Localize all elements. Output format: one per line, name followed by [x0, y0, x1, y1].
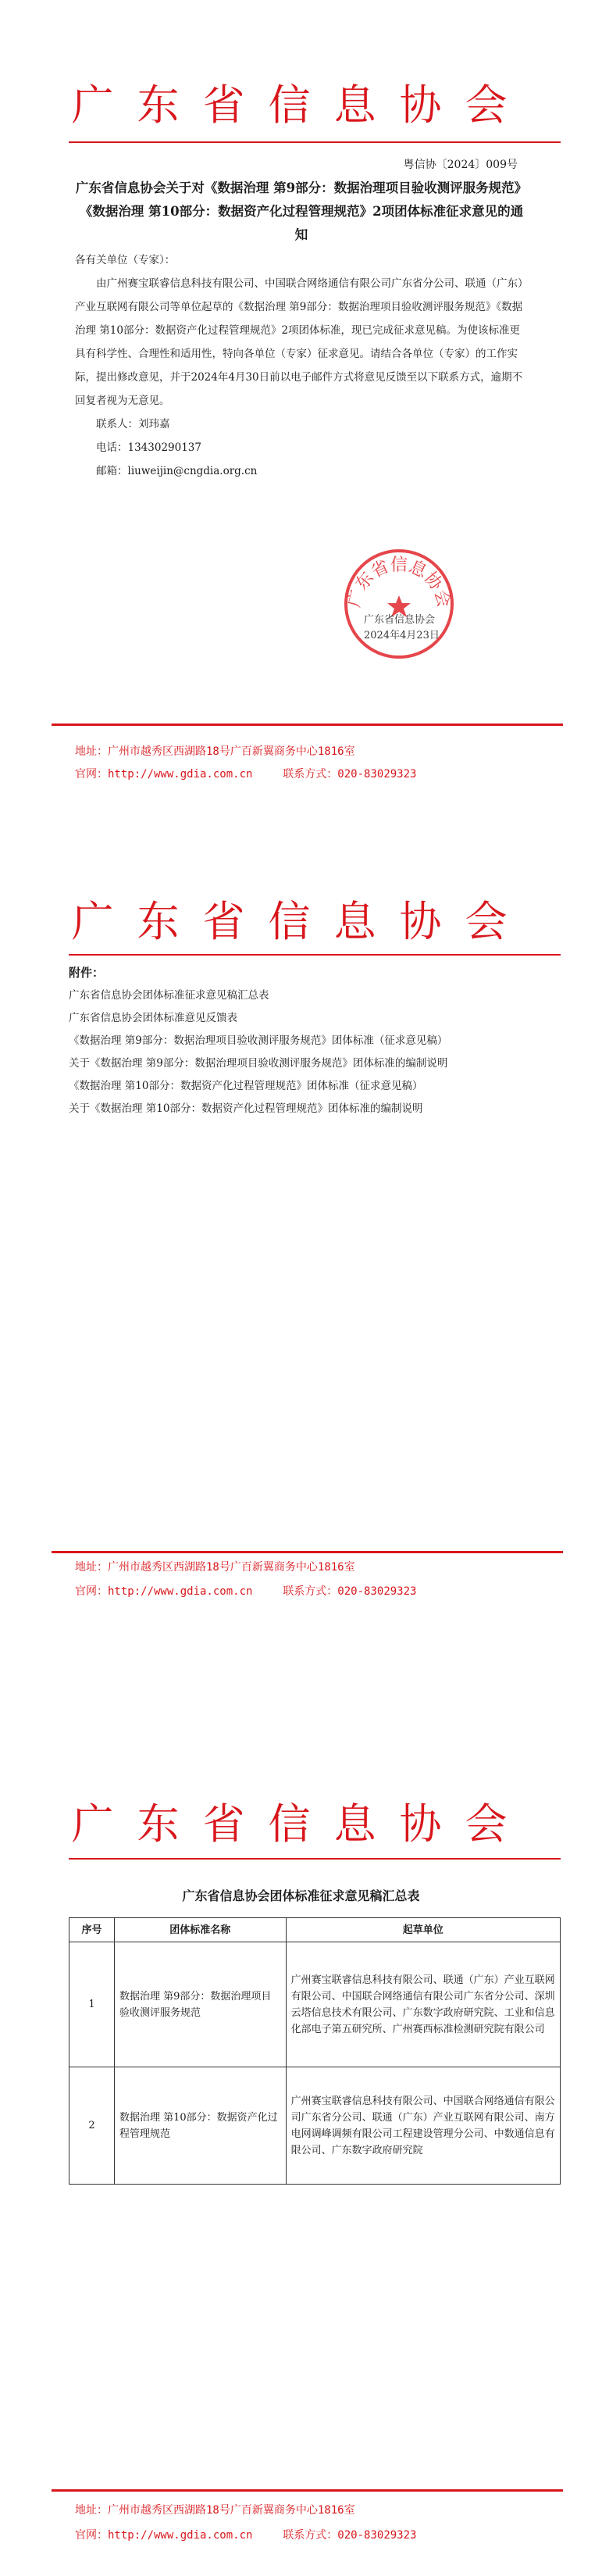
- header-rule: [69, 954, 561, 956]
- notice-body: [75, 248, 529, 483]
- doc-number: 粤信协〔2024〕009号: [403, 159, 518, 171]
- col-header: 序号: [69, 1918, 115, 1942]
- attachment-item: 广东省信息协会团体标准征求意见稿汇总表: [69, 989, 269, 1002]
- standard-name: 数据治理 第10部分：数据资产化过程管理规范: [114, 2067, 286, 2185]
- standard-name: 数据治理 第9部分：数据治理项目验收测评服务规范: [114, 1942, 286, 2067]
- standards-table: [69, 1917, 561, 2185]
- svg-text:广东省信息协会: 广东省信息协会: [344, 556, 454, 609]
- row-number: 2: [69, 2067, 115, 2185]
- footer-phone: 联系方式：020-83029323: [283, 2529, 417, 2542]
- footer-address: 地址：广州市越秀区西湖路18号广百新翼商务中心1816室: [75, 745, 355, 758]
- sign-date: 2024年4月23日: [364, 630, 440, 641]
- table-row: [69, 2067, 561, 2185]
- contact-person: 联系人：刘玮嘉: [96, 418, 170, 431]
- attachments: [69, 962, 561, 1120]
- footer-address: 地址：广州市越秀区西湖路18号广百新翼商务中心1816室: [75, 1561, 355, 1574]
- attachment-item: 广东省信息协会团体标准意见反馈表: [69, 1012, 237, 1024]
- salutation: 各有关单位（专家）：: [75, 254, 176, 266]
- row-number: 1: [69, 1942, 115, 2067]
- footer-phone: 联系方式：020-83029323: [283, 768, 417, 781]
- footer-contact-line: [75, 2527, 416, 2542]
- attachment-item: 关于《数据治理 第9部分：数据治理项目验收测评服务规范》团体标准的编制说明: [69, 1057, 448, 1070]
- footer-rule: [52, 723, 563, 726]
- official-seal-icon: [342, 547, 456, 661]
- table-row: [69, 1942, 561, 2067]
- footer-contact-line: [75, 766, 416, 781]
- page-3: [0, 1717, 602, 2576]
- org-header: 广东省信息协会: [71, 1799, 531, 1849]
- drafting-units: 广州赛宝联睿信息科技有限公司、中国联合网络通信有限公司广东省分公司、联通（广东）产业互联网有限公司、南方电网调峰调频有限公司工程建设管理分公司、中数通信息有限公司、广东数字政府研究院: [286, 2067, 560, 2185]
- col-header: 起草单位: [286, 1918, 560, 1942]
- main-paragraph: 由广州赛宝联睿信息科技有限公司、中国联合网络通信有限公司广东省分公司、联通（广东）产业互联网有限公司等单位起草的《数据治理 第9部分：数据治理项目验收测评服务规范》《数据治理 第10部分：数据资产化过程管理规范》2项团体标准，现已完成征求意见稿。为使该标准更具有科学性、合理性和适用性，特向各单位（专家）征求意见。请结合各单位（专家）的工作实际，提出修改意见，并于2024年4月30日前以电子邮件方式将意见反馈至以下联系方式，逾期不回复者视为无意见。: [75, 277, 529, 407]
- footer-address: 地址：广州市越秀区西湖路18号广百新翼商务中心1816室: [75, 2504, 355, 2517]
- contact-phone: 电话：13430290137: [96, 441, 201, 454]
- sign-org: 广东省信息协会: [364, 614, 436, 626]
- footer-website[interactable]: 官网：http://www.gdia.com.cn: [75, 768, 253, 781]
- page-1: [0, 0, 602, 859]
- attachments-heading: 附件：: [69, 966, 105, 980]
- page-2: [0, 859, 602, 1717]
- org-header: 广东省信息协会: [71, 80, 531, 130]
- col-header: 团体标准名称: [114, 1918, 286, 1942]
- contact-email: 邮箱：liuweijin@cngdia.org.cn: [96, 465, 258, 477]
- table-title: 广东省信息协会团体标准征求意见稿汇总表: [182, 1888, 420, 1903]
- footer-website[interactable]: 官网：http://www.gdia.com.cn: [75, 2529, 253, 2542]
- footer-contact-line: [75, 1583, 416, 1599]
- drafting-units: 广州赛宝联睿信息科技有限公司、联通（广东）产业互联网有限公司、中国联合网络通信有限公司广东省分公司、深圳云塔信息技术有限公司、广东数字政府研究院、工业和信息化部电子第五研究所、广州赛西标准检测研究院有限公司: [286, 1942, 560, 2067]
- footer-rule: [52, 2489, 563, 2492]
- footer-rule: [52, 1551, 563, 1553]
- table-header-row: [69, 1918, 561, 1942]
- notice-title: 广东省信息协会关于对《数据治理 第9部分：数据治理项目验收测评服务规范》《数据治理 第10部分：数据资产化过程管理规范》2项团体标准征求意见的通知: [75, 180, 528, 242]
- footer-website[interactable]: 官网：http://www.gdia.com.cn: [75, 1585, 253, 1598]
- header-rule: [69, 141, 561, 143]
- footer-phone: 联系方式：020-83029323: [283, 1585, 417, 1598]
- header-rule: [69, 1858, 561, 1860]
- org-header: 广东省信息协会: [71, 897, 531, 946]
- attachment-item: 关于《数据治理 第10部分：数据资产化过程管理规范》团体标准的编制说明: [69, 1102, 423, 1115]
- attachment-item: 《数据治理 第10部分：数据资产化过程管理规范》团体标准（征求意见稿）: [69, 1080, 423, 1092]
- attachment-item: 《数据治理 第9部分：数据治理项目验收测评服务规范》团体标准（征求意见稿）: [69, 1034, 448, 1047]
